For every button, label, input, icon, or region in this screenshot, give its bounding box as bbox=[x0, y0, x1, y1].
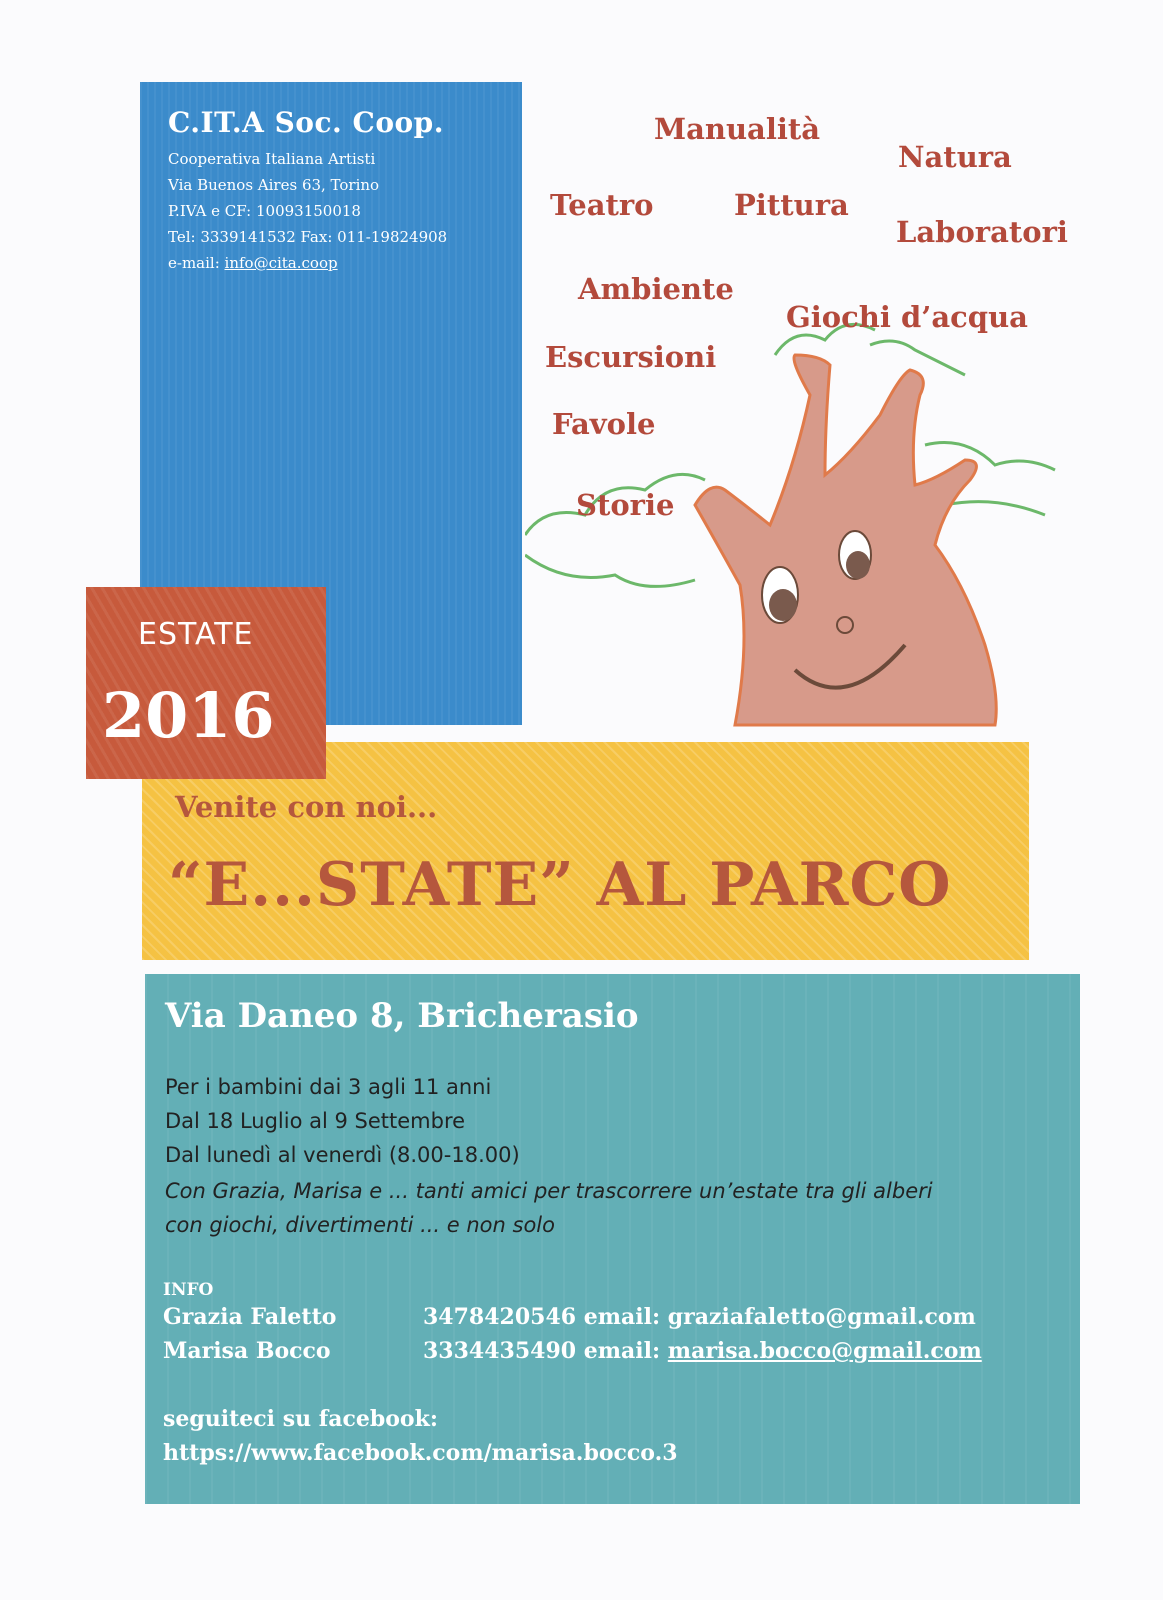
contact-email-label: email: bbox=[583, 1338, 661, 1364]
activity-word: Ambiente bbox=[578, 272, 734, 306]
organization-address: Via Buenos Aires 63, Torino bbox=[168, 176, 380, 194]
event-title: “E...STATE” AL PARCO bbox=[168, 850, 952, 920]
facebook-label: seguiteci su facebook: bbox=[163, 1406, 438, 1432]
contact-details bbox=[423, 1338, 982, 1364]
event-detail-age: Per i bambini dai 3 agli 11 anni bbox=[165, 1075, 492, 1099]
contact-phone: 3334435490 bbox=[423, 1338, 577, 1364]
activity-word: Teatro bbox=[550, 188, 654, 222]
organization-name: C.IT.A Soc. Coop. bbox=[168, 106, 444, 139]
activity-word: Giochi d’acqua bbox=[786, 300, 1028, 334]
event-address: Via Daneo 8, Bricherasio bbox=[165, 996, 639, 1036]
contact-email[interactable]: graziafaletto@gmail.com bbox=[667, 1304, 976, 1330]
contact-email[interactable]: marisa.bocco@gmail.com bbox=[667, 1338, 982, 1364]
activity-word: Pittura bbox=[734, 188, 849, 222]
organization-email-label: e-mail: bbox=[168, 254, 225, 272]
activity-word: Manualità bbox=[654, 112, 821, 146]
organization-email-link[interactable]: info@cita.coop bbox=[224, 254, 338, 272]
contact-name: Marisa Bocco bbox=[163, 1338, 331, 1364]
contact-phone: 3478420546 bbox=[423, 1304, 577, 1330]
contact-email-label: email: bbox=[583, 1304, 661, 1330]
organization-phone: Tel: 3339141532 Fax: 011-19824908 bbox=[168, 228, 448, 246]
activity-word: Favole bbox=[552, 407, 656, 441]
event-detail-dates: Dal 18 Luglio al 9 Settembre bbox=[165, 1109, 466, 1133]
activity-word: Laboratori bbox=[896, 215, 1068, 249]
organization-vat: P.IVA e CF: 10093150018 bbox=[168, 202, 361, 220]
contact-details bbox=[423, 1304, 976, 1330]
activity-word: Storie bbox=[576, 488, 675, 522]
event-detail-description: Con Grazia, Marisa e ... tanti amici per trascorrere un’estate tra gli alberi bbox=[165, 1179, 933, 1203]
info-heading: INFO bbox=[163, 1280, 214, 1300]
badge-label: ESTATE bbox=[138, 617, 254, 652]
banner-tagline: Venite con noi... bbox=[175, 790, 438, 824]
organization-email-line bbox=[168, 250, 338, 276]
event-detail-hours: Dal lunedì al venerdì (8.00-18.00) bbox=[165, 1143, 520, 1167]
activity-word: Natura bbox=[898, 140, 1012, 174]
event-info-panel bbox=[145, 974, 1080, 1504]
contact-name: Grazia Faletto bbox=[163, 1304, 337, 1330]
year-badge bbox=[86, 587, 326, 779]
badge-year: 2016 bbox=[102, 679, 275, 752]
activity-word: Escursioni bbox=[545, 340, 717, 374]
event-detail-description-cont: con giochi, divertimenti ... e non solo bbox=[165, 1213, 555, 1237]
organization-subtitle: Cooperativa Italiana Artisti bbox=[168, 150, 376, 168]
facebook-link[interactable]: https://www.facebook.com/marisa.bocco.3 bbox=[163, 1440, 678, 1466]
